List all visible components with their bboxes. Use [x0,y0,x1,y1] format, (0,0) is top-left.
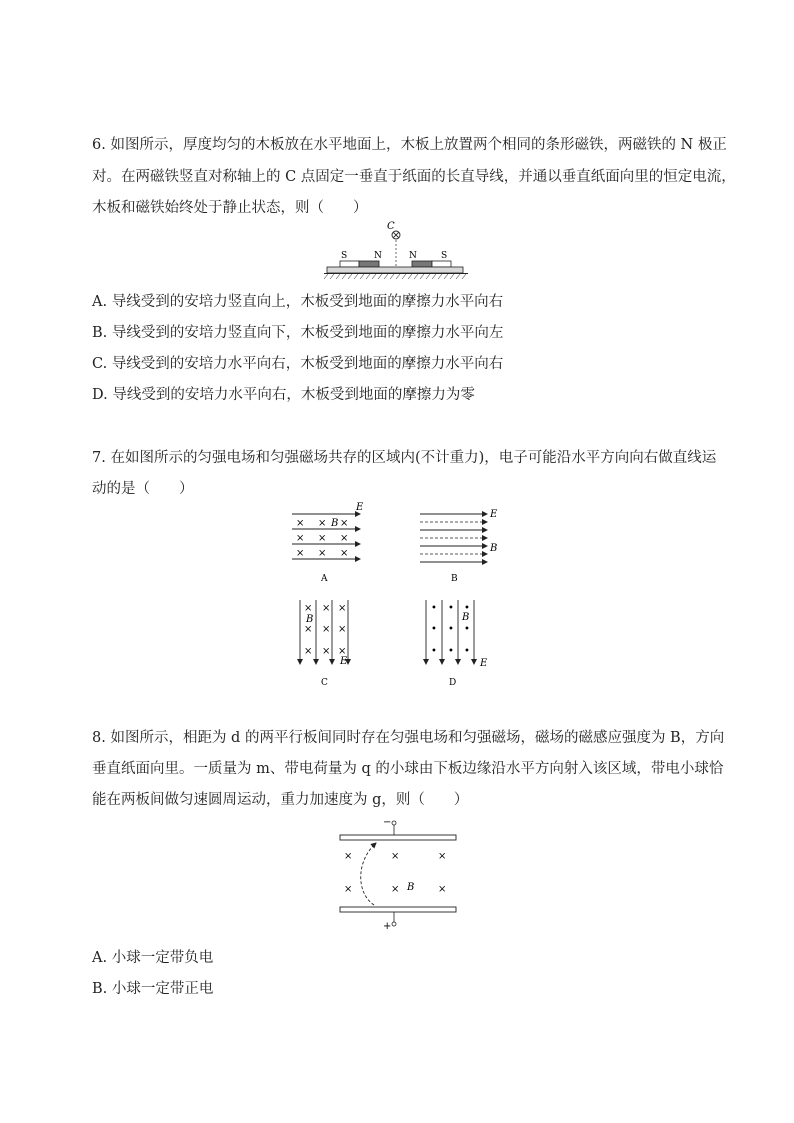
bottom-plate-plus-sign: + [383,921,392,932]
panel-a-crosses [296,518,348,559]
dot-mark: • [431,603,437,614]
q6-line-2: 对。在两磁铁竖直对称轴上的 C 点固定一垂直于纸面的长直导线，并通以垂直纸面向里的恒定电流， [92,169,736,185]
q8-figure [330,815,470,935]
panel-b-caption: B [451,574,458,584]
q6-option-b: B. 导线受到的安培力竖直向下，木板受到地面的摩擦力水平向左 [92,325,504,341]
bottom-terminal [392,922,396,926]
panel-c [300,600,348,688]
panel-a-b-label: B [331,518,339,529]
q6-line-3: 木板和磁铁始终处于静止状态，则（ ） [92,200,368,216]
wooden-board [327,267,463,273]
cross-mark: × [322,603,331,614]
top-plate-minus-sign: − [383,817,392,828]
cross-mark: × [322,624,331,635]
q7-line-1: 7. 在如图所示的匀强电场和匀强磁场共存的区域内(不计重力)，电子可能沿水平方向向右做直线运 [92,450,717,466]
q8-line-2: 垂直纸面向里。一质量为 m、带电荷量为 q 的小球由下板边缘沿水平方向射入该区域，带电小球恰 [92,761,724,777]
panel-d-caption: D [449,678,457,688]
top-plate [340,835,456,840]
q6-line-1: 6. 如图所示，厚度均匀的木板放在水平地面上，木板上放置两个相同的条形磁铁，两磁铁的 N 极正 [92,137,727,153]
cross-mark: × [438,851,447,862]
panel-d [426,600,488,688]
cross-mark: × [318,533,327,544]
magnet-left-s [340,261,359,267]
dot-mark: • [464,603,470,614]
wire-cross-symbol [392,231,400,239]
magnet-right-n-label: N [409,251,417,261]
q6-option-c: C. 导线受到的安培力水平向右，木板受到地面的摩擦力水平向右 [92,356,504,372]
cross-mark: × [340,548,349,559]
dot-mark: • [464,624,470,635]
magnet-right-s [432,261,451,267]
trajectory-arc [361,843,376,905]
cross-mark: × [391,851,400,862]
dot-mark: • [448,603,454,614]
cross-mark: × [322,646,331,657]
panel-c-caption: C [321,678,328,688]
cross-mark: × [296,533,305,544]
cross-mark: × [338,603,347,614]
cross-mark: × [304,603,313,614]
cross-mark: × [296,548,305,559]
cross-mark: × [304,624,313,635]
panel-b [420,509,498,584]
cross-mark: × [338,646,347,657]
q8-line-3: 能在两板间做匀速圆周运动，重力加速度为 g，则（ ） [92,792,469,808]
q6-label-c: C [387,221,395,232]
cross-mark: × [344,884,353,895]
q8-option-a: A. 小球一定带负电 [92,950,214,966]
panel-d-b-label: B [462,612,470,623]
panel-b-b-label: B [490,543,498,554]
dot-mark: • [448,624,454,635]
q8-b-label: B [407,882,415,893]
q8-option-b: B. 小球一定带正电 [92,981,214,997]
magnet-left-s-label: S [341,251,348,261]
bottom-plate [340,907,456,912]
top-terminal [392,821,396,825]
panel-a [292,502,364,584]
dot-mark: • [431,624,437,635]
cross-mark: × [340,518,349,529]
ground-hatching [324,274,468,280]
q6-option-d: D. 导线受到的安培力水平向右，木板受到地面的摩擦力为零 [92,387,475,403]
cross-mark: × [340,533,349,544]
cross-mark: × [344,851,353,862]
panel-a-caption: A [321,574,328,584]
q7-figure [280,496,510,692]
panel-a-e-label: E [356,502,364,513]
q8-crosses [344,851,446,895]
dot-mark: • [448,646,454,657]
cross-mark: × [318,548,327,559]
panel-c-crosses [304,603,346,657]
magnet-left-n-label: N [374,251,382,261]
panel-b-e-label: E [490,509,498,520]
magnet-right-n [412,261,432,267]
panel-d-e-label: E [480,658,488,669]
dot-mark: • [464,646,470,657]
q7-line-2: 动的是（ ） [92,481,194,497]
q6-figure [320,218,480,282]
cross-mark: × [318,518,327,529]
cross-mark: × [296,518,305,529]
panel-c-b-label: B [306,614,314,625]
cross-mark: × [338,624,347,635]
q8-line-1: 8. 如图所示，相距为 d 的两平行板间同时存在匀强电场和匀强磁场，磁场的磁感应强度为 B，方向 [92,730,725,746]
panel-c-e-label: E [340,656,348,667]
cross-mark: × [304,646,313,657]
dot-mark: • [431,646,437,657]
magnet-right-s-label: S [441,251,448,261]
cross-mark: × [438,884,447,895]
magnet-left-n [359,261,379,267]
cross-mark: × [391,884,400,895]
q6-option-a: A. 导线受到的安培力竖直向上，木板受到地面的摩擦力水平向右 [92,294,504,310]
